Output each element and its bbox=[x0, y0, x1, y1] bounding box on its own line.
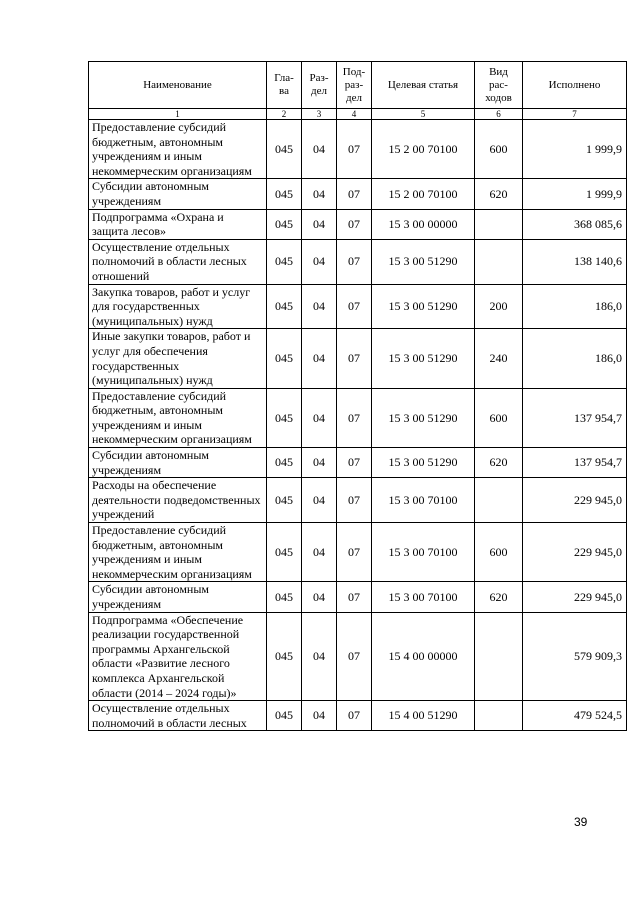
budget-table bbox=[88, 61, 627, 731]
cell-podrazdel: 07 bbox=[337, 209, 372, 239]
cell-vid: 200 bbox=[475, 284, 523, 329]
cell-amount: 229 945,0 bbox=[523, 523, 627, 582]
page-number: 39 bbox=[574, 815, 588, 829]
cell-glava: 045 bbox=[267, 612, 302, 701]
column-number-row bbox=[89, 109, 627, 120]
cell-vid: 620 bbox=[475, 582, 523, 612]
cell-podrazdel: 07 bbox=[337, 523, 372, 582]
col-header-name-text: Наименование bbox=[143, 78, 212, 91]
cell-name: Подпрограмма «Обеспечение реализации государственной программы Архангельской области «Развитие лесного комплекса Архангельской области (2014 – 2024 годы)» bbox=[89, 612, 267, 701]
col-header-vid bbox=[475, 62, 523, 109]
table-body bbox=[89, 120, 627, 731]
cell-amount: 229 945,0 bbox=[523, 582, 627, 612]
table-row bbox=[89, 209, 627, 239]
table-row bbox=[89, 179, 627, 209]
col-number-6: 6 bbox=[475, 109, 523, 120]
cell-razdel: 04 bbox=[302, 329, 337, 388]
cell-name: Подпрограмма «Охрана и защита лесов» bbox=[89, 209, 267, 239]
cell-vid: 620 bbox=[475, 179, 523, 209]
cell-name: Субсидии автономным учреждениям bbox=[89, 179, 267, 209]
table-row bbox=[89, 582, 627, 612]
cell-vid: 620 bbox=[475, 448, 523, 478]
cell-podrazdel: 07 bbox=[337, 120, 372, 179]
cell-amount: 137 954,7 bbox=[523, 388, 627, 447]
cell-razdel: 04 bbox=[302, 701, 337, 731]
cell-vid: 600 bbox=[475, 523, 523, 582]
cell-podrazdel: 07 bbox=[337, 388, 372, 447]
col-number-7: 7 bbox=[523, 109, 627, 120]
cell-name: Субсидии автономным учреждениям bbox=[89, 582, 267, 612]
cell-amount: 1 999,9 bbox=[523, 120, 627, 179]
col-header-name bbox=[89, 62, 267, 109]
cell-amount: 186,0 bbox=[523, 284, 627, 329]
cell-name: Расходы на обеспечение деятельности подведомственных учреждений bbox=[89, 478, 267, 523]
cell-name: Закупка товаров, работ и услуг для государственных (муниципальных) нужд bbox=[89, 284, 267, 329]
col-header-podrazdel-text: Под- раз- дел bbox=[342, 65, 366, 104]
cell-statya: 15 3 00 70100 bbox=[372, 478, 475, 523]
cell-podrazdel: 07 bbox=[337, 582, 372, 612]
budget-table-container bbox=[88, 61, 627, 731]
col-header-glava bbox=[267, 62, 302, 109]
cell-amount: 1 999,9 bbox=[523, 179, 627, 209]
cell-statya: 15 3 00 00000 bbox=[372, 209, 475, 239]
cell-glava: 045 bbox=[267, 239, 302, 284]
col-header-razdel-text: Раз- дел bbox=[309, 72, 329, 97]
cell-podrazdel: 07 bbox=[337, 329, 372, 388]
cell-name: Предоставление субсидий бюджетным, автономным учреждениям и иным некоммерческим организациям bbox=[89, 523, 267, 582]
table-row bbox=[89, 701, 627, 731]
table-row bbox=[89, 612, 627, 701]
table-row bbox=[89, 120, 627, 179]
col-header-vid-text: Вид рас- ходов bbox=[485, 65, 512, 104]
cell-podrazdel: 07 bbox=[337, 612, 372, 701]
cell-statya: 15 3 00 70100 bbox=[372, 523, 475, 582]
cell-statya: 15 3 00 51290 bbox=[372, 284, 475, 329]
table-row bbox=[89, 239, 627, 284]
cell-amount: 368 085,6 bbox=[523, 209, 627, 239]
col-header-statya bbox=[372, 62, 475, 109]
col-number-3: 3 bbox=[302, 109, 337, 120]
cell-glava: 045 bbox=[267, 329, 302, 388]
cell-amount: 138 140,6 bbox=[523, 239, 627, 284]
table-row bbox=[89, 523, 627, 582]
cell-statya: 15 3 00 51290 bbox=[372, 448, 475, 478]
col-header-razdel bbox=[302, 62, 337, 109]
cell-name: Субсидии автономным учреждениям bbox=[89, 448, 267, 478]
cell-name: Иные закупки товаров, работ и услуг для обеспечения государственных (муниципальных) нужд bbox=[89, 329, 267, 388]
cell-vid: 240 bbox=[475, 329, 523, 388]
cell-amount: 579 909,3 bbox=[523, 612, 627, 701]
cell-statya: 15 2 00 70100 bbox=[372, 120, 475, 179]
cell-podrazdel: 07 bbox=[337, 239, 372, 284]
col-header-amount bbox=[523, 62, 627, 109]
cell-razdel: 04 bbox=[302, 239, 337, 284]
col-header-amount-text: Исполнено bbox=[548, 78, 601, 91]
cell-vid bbox=[475, 612, 523, 701]
cell-glava: 045 bbox=[267, 582, 302, 612]
cell-razdel: 04 bbox=[302, 179, 337, 209]
cell-vid bbox=[475, 239, 523, 284]
col-header-podrazdel bbox=[337, 62, 372, 109]
table-row bbox=[89, 329, 627, 388]
col-header-statya-text: Целевая статья bbox=[387, 78, 459, 91]
cell-glava: 045 bbox=[267, 179, 302, 209]
cell-glava: 045 bbox=[267, 120, 302, 179]
cell-statya: 15 2 00 70100 bbox=[372, 179, 475, 209]
cell-vid: 600 bbox=[475, 388, 523, 447]
cell-razdel: 04 bbox=[302, 448, 337, 478]
col-number-4: 4 bbox=[337, 109, 372, 120]
cell-name: Осуществление отдельных полномочий в области лесных отношений bbox=[89, 239, 267, 284]
cell-glava: 045 bbox=[267, 523, 302, 582]
cell-podrazdel: 07 bbox=[337, 701, 372, 731]
header-row bbox=[89, 62, 627, 109]
cell-glava: 045 bbox=[267, 388, 302, 447]
cell-razdel: 04 bbox=[302, 523, 337, 582]
cell-podrazdel: 07 bbox=[337, 448, 372, 478]
table-row bbox=[89, 284, 627, 329]
cell-glava: 045 bbox=[267, 284, 302, 329]
cell-razdel: 04 bbox=[302, 582, 337, 612]
cell-statya: 15 3 00 51290 bbox=[372, 388, 475, 447]
cell-razdel: 04 bbox=[302, 612, 337, 701]
cell-vid bbox=[475, 478, 523, 523]
cell-glava: 045 bbox=[267, 209, 302, 239]
table-row bbox=[89, 388, 627, 447]
col-number-5: 5 bbox=[372, 109, 475, 120]
cell-statya: 15 3 00 51290 bbox=[372, 239, 475, 284]
table-row bbox=[89, 478, 627, 523]
cell-glava: 045 bbox=[267, 448, 302, 478]
cell-vid bbox=[475, 209, 523, 239]
cell-razdel: 04 bbox=[302, 478, 337, 523]
cell-razdel: 04 bbox=[302, 388, 337, 447]
table-row bbox=[89, 448, 627, 478]
cell-razdel: 04 bbox=[302, 209, 337, 239]
col-number-1: 1 bbox=[89, 109, 267, 120]
col-number-2: 2 bbox=[267, 109, 302, 120]
cell-amount: 479 524,5 bbox=[523, 701, 627, 731]
cell-podrazdel: 07 bbox=[337, 179, 372, 209]
cell-name: Предоставление субсидий бюджетным, автономным учреждениям и иным некоммерческим организациям bbox=[89, 120, 267, 179]
cell-podrazdel: 07 bbox=[337, 284, 372, 329]
cell-vid: 600 bbox=[475, 120, 523, 179]
cell-glava: 045 bbox=[267, 478, 302, 523]
cell-statya: 15 4 00 51290 bbox=[372, 701, 475, 731]
cell-statya: 15 3 00 51290 bbox=[372, 329, 475, 388]
cell-vid bbox=[475, 701, 523, 731]
cell-statya: 15 4 00 00000 bbox=[372, 612, 475, 701]
cell-amount: 229 945,0 bbox=[523, 478, 627, 523]
cell-razdel: 04 bbox=[302, 120, 337, 179]
cell-amount: 186,0 bbox=[523, 329, 627, 388]
cell-podrazdel: 07 bbox=[337, 478, 372, 523]
cell-amount: 137 954,7 bbox=[523, 448, 627, 478]
cell-name: Предоставление субсидий бюджетным, автономным учреждениям и иным некоммерческим организациям bbox=[89, 388, 267, 447]
cell-statya: 15 3 00 70100 bbox=[372, 582, 475, 612]
cell-glava: 045 bbox=[267, 701, 302, 731]
col-header-glava-text: Гла- ва bbox=[274, 72, 294, 97]
cell-razdel: 04 bbox=[302, 284, 337, 329]
cell-name: Осуществление отдельных полномочий в области лесных bbox=[89, 701, 267, 731]
